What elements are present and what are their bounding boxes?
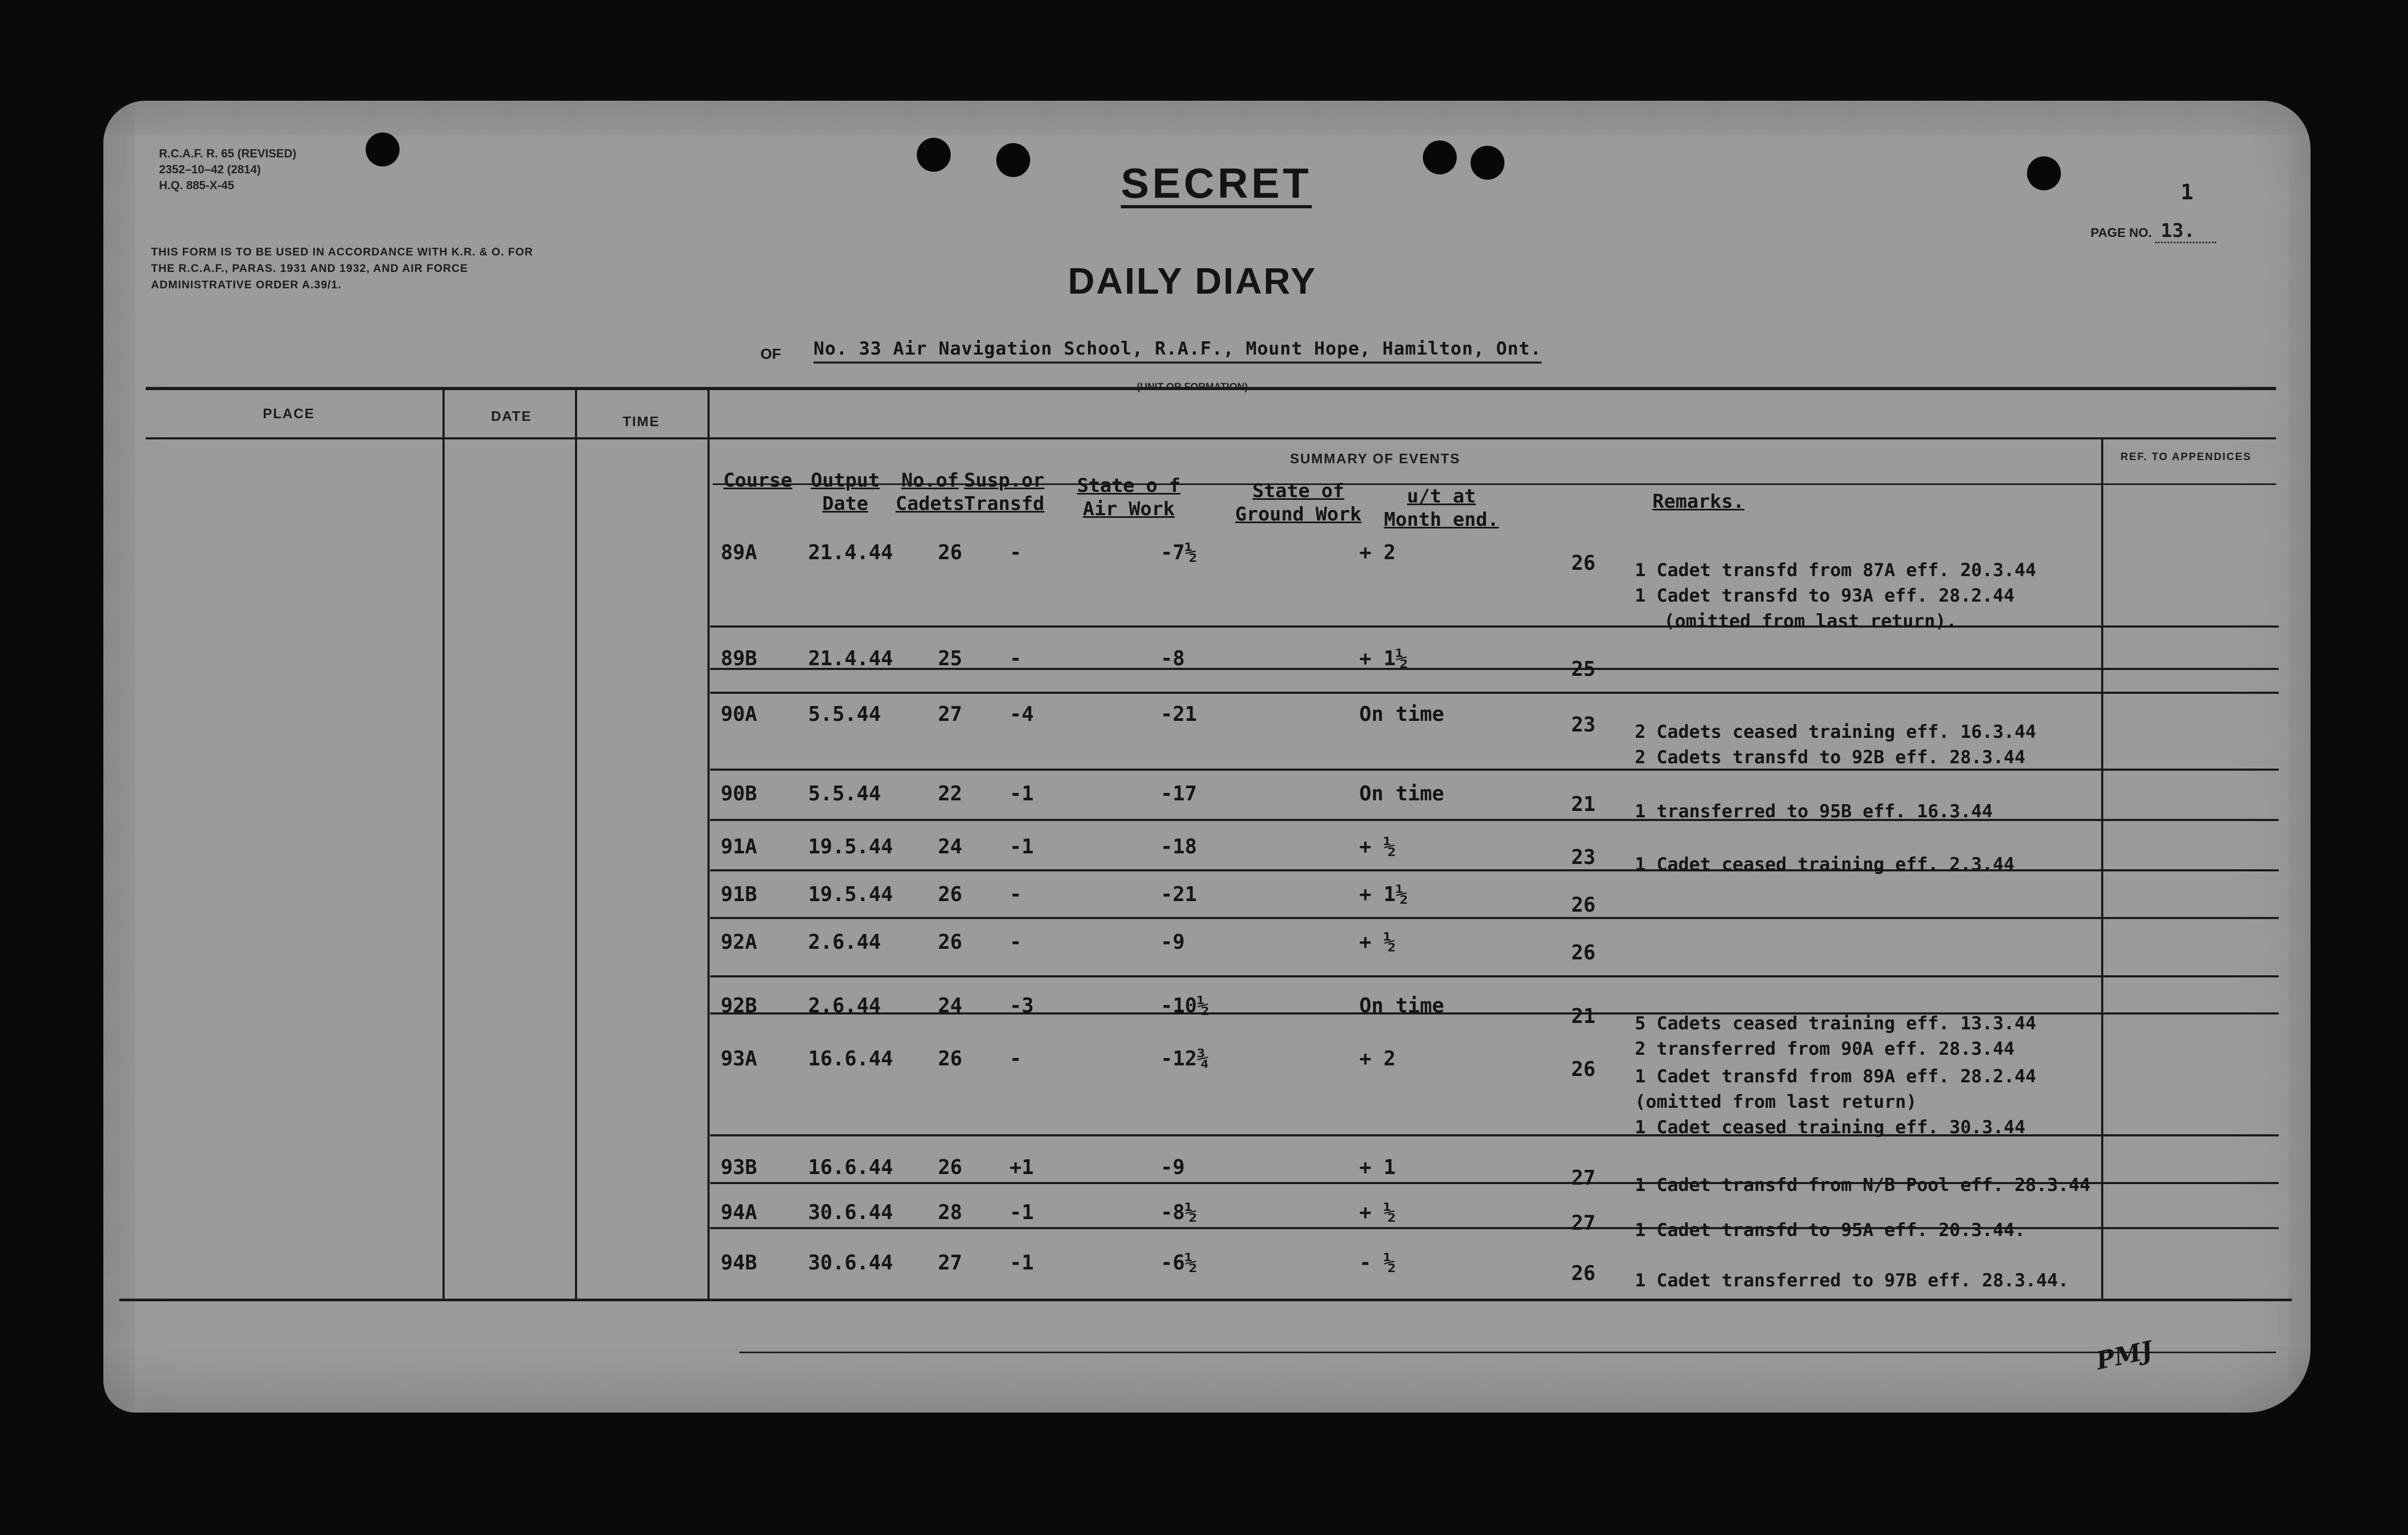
output-date-cell: 2.6.44 [808, 930, 881, 954]
punch-hole [366, 133, 400, 166]
page-number-value: 13. [2155, 220, 2216, 243]
air-work-cell: -12¾ [1161, 1047, 1209, 1070]
remark-line: 1 Cadet transfd to 93A eff. 28.2.44 [1635, 585, 2015, 606]
ut-cell: 25 [1571, 657, 1596, 681]
remark-line: 1 Cadet transfd from N/B Pool eff. 28.3.44 [1635, 1175, 2091, 1196]
row-rule [710, 625, 2279, 628]
course-cell: 91B [721, 883, 757, 906]
susp-header: Susp.or Transfd [964, 470, 1044, 515]
ground-work-cell: + 1½ [1359, 647, 1408, 670]
column-divider [707, 390, 710, 1299]
row-rule [710, 975, 2279, 977]
place-column-header: PLACE [262, 405, 315, 421]
row-rule [710, 1227, 2279, 1229]
remark-line: 2 Cadets transfd to 92B eff. 28.3.44 [1635, 747, 2025, 768]
air-work-header: State o f Air Work [1077, 475, 1181, 520]
remarks-header: Remarks. [1652, 491, 1745, 513]
ground-work-cell: + ½ [1359, 1201, 1396, 1224]
air-work-cell: -10½ [1161, 994, 1209, 1017]
output-date-cell: 21.4.44 [808, 647, 893, 670]
ut-cell: 26 [1571, 1261, 1596, 1285]
air-work-cell: -21 [1161, 702, 1197, 726]
air-work-cell: -17 [1161, 782, 1197, 805]
page-number-mark: 1 [2181, 180, 2194, 205]
form-reference [159, 146, 296, 193]
page-number [2091, 220, 2216, 242]
date-column-header: DATE [491, 408, 532, 424]
ground-work-cell: + ½ [1359, 930, 1396, 954]
course-cell: 91A [721, 835, 757, 858]
form-ref-line: 2352–10–42 (2814) [159, 163, 261, 176]
susp-cell: +1 [1010, 1155, 1034, 1179]
appendix-ref-header: REF. TO APPENDICES [2120, 451, 2252, 463]
remark-line: 1 Cadet transfd from 87A eff. 20.3.44 [1635, 560, 2037, 581]
output-date-cell: 5.5.44 [808, 702, 881, 726]
ut-cell: 26 [1571, 893, 1596, 916]
air-work-cell: -6½ [1161, 1251, 1197, 1274]
cadets-cell: 26 [938, 1047, 962, 1070]
output-date-header: Output Date [810, 470, 880, 515]
susp-cell: - [1010, 930, 1022, 954]
cadets-cell: 26 [938, 1155, 962, 1179]
row-rule [710, 819, 2279, 821]
ground-work-cell: On time [1359, 782, 1445, 805]
ut-cell: 23 [1571, 713, 1596, 736]
summary-column-header: SUMMARY OF EVENTS [1290, 451, 1460, 466]
time-column-header: TIME [622, 413, 660, 429]
remark-line: (omitted from last return) [1635, 1091, 1917, 1113]
column-divider [442, 390, 445, 1299]
page-number-label: PAGE NO. [2091, 226, 2152, 240]
punch-hole [2027, 156, 2061, 190]
output-date-cell: 5.5.44 [808, 782, 881, 805]
susp-cell: -1 [1010, 1251, 1034, 1274]
ground-work-cell: + 2 [1359, 541, 1396, 564]
course-header: Course [723, 470, 793, 491]
cadets-cell: 26 [938, 930, 962, 954]
cadets-cell: 26 [938, 883, 962, 906]
susp-cell: - [1010, 541, 1022, 564]
remark-line: 1 Cadet transfd to 95A eff. 20.3.44. [1635, 1220, 2025, 1241]
air-work-cell: -8 [1161, 647, 1185, 670]
remark-line: (omitted from last return). [1664, 611, 1957, 632]
ground-work-cell: - ½ [1359, 1251, 1396, 1274]
ground-work-cell: + 1½ [1359, 883, 1408, 906]
susp-cell: - [1010, 1047, 1022, 1070]
form-ref-line: R.C.A.F. R. 65 (REVISED) [159, 147, 297, 160]
diary-form [103, 101, 2310, 1413]
ground-work-header: State of Ground Work [1235, 480, 1362, 525]
course-cell: 94A [721, 1201, 757, 1224]
form-ref-line: H.Q. 885-X-45 [159, 179, 234, 192]
ut-header: u/t at Month end. [1384, 486, 1499, 531]
row-rule [710, 917, 2279, 919]
cadets-cell: 25 [938, 647, 962, 670]
susp-cell: -1 [1010, 1201, 1034, 1224]
output-date-cell: 2.6.44 [808, 994, 881, 1017]
row-rule [710, 1134, 2279, 1136]
ut-cell: 27 [1571, 1211, 1596, 1234]
output-date-cell: 30.6.44 [808, 1251, 893, 1274]
ut-cell: 21 [1571, 792, 1596, 816]
cadets-header: No.of Cadets [895, 470, 965, 515]
header-rule [146, 387, 2276, 390]
output-date-cell: 30.6.44 [808, 1201, 893, 1224]
footer-rule [739, 1352, 2276, 1353]
header-rule [146, 437, 2276, 439]
cadets-cell: 26 [938, 541, 962, 564]
page-title: DAILY DIARY [1068, 260, 1317, 302]
ground-work-cell: + 1 [1359, 1155, 1396, 1179]
cadets-cell: 27 [938, 702, 962, 726]
punch-hole [917, 138, 951, 172]
cadets-cell: 24 [938, 835, 962, 858]
susp-cell: - [1010, 883, 1022, 906]
susp-cell: -1 [1010, 782, 1034, 805]
course-cell: 89B [721, 647, 757, 670]
classification-stamp: SECRET [1121, 160, 1312, 207]
form-instructions: THIS FORM IS TO BE USED IN ACCORDANCE WITH K.R. & O. FOR THE R.C.A.F., PARAS. 1931 AND 1932, AND AIR FORCE ADMINISTRATIVE ORDER A.39/1. [151, 246, 534, 291]
course-cell: 94B [721, 1251, 757, 1274]
susp-cell: -1 [1010, 835, 1034, 858]
remark-line: 1 transferred to 95B eff. 16.3.44 [1635, 801, 1993, 822]
cadets-cell: 27 [938, 1251, 962, 1274]
ut-cell: 26 [1571, 941, 1596, 964]
output-date-cell: 21.4.44 [808, 541, 893, 564]
cadets-cell: 24 [938, 994, 962, 1017]
output-date-cell: 16.6.44 [808, 1155, 893, 1179]
punch-hole [1423, 140, 1457, 174]
remark-line: 1 Cadet transfd from 89A eff. 28.2.44 [1635, 1066, 2037, 1087]
punch-hole [1471, 146, 1504, 180]
remark-line: 1 Cadet transferred to 97B eff. 28.3.44. [1635, 1270, 2069, 1291]
susp-cell: -4 [1010, 702, 1034, 726]
susp-cell: - [1010, 647, 1022, 670]
ut-cell: 26 [1571, 551, 1596, 575]
course-cell: 93A [721, 1047, 757, 1070]
row-rule [710, 769, 2279, 771]
air-work-cell: -7½ [1161, 541, 1197, 564]
footer-rule [119, 1299, 2292, 1301]
course-cell: 90A [721, 702, 757, 726]
row-rule [710, 692, 2279, 694]
column-divider [575, 390, 577, 1299]
course-cell: 92B [721, 994, 757, 1017]
air-work-cell: -21 [1161, 883, 1197, 906]
air-work-cell: -18 [1161, 835, 1197, 858]
course-cell: 93B [721, 1155, 757, 1179]
cadets-cell: 22 [938, 782, 962, 805]
ground-work-cell: + 2 [1359, 1047, 1396, 1070]
remark-line: 2 Cadets ceased training eff. 16.3.44 [1635, 721, 2037, 743]
ut-cell: 23 [1571, 845, 1596, 869]
ut-cell: 27 [1571, 1166, 1596, 1189]
ground-work-cell: + ½ [1359, 835, 1396, 858]
punch-hole [996, 143, 1030, 177]
ground-work-cell: On time [1359, 702, 1445, 726]
output-date-cell: 19.5.44 [808, 835, 893, 858]
course-cell: 92A [721, 930, 757, 954]
unit-of-label: OF [760, 346, 781, 362]
initials-signature: PMJ [2093, 1335, 2155, 1375]
ut-cell: 21 [1571, 1004, 1596, 1028]
course-cell: 90B [721, 782, 757, 805]
output-date-cell: 19.5.44 [808, 883, 893, 906]
remark-line: 2 transferred from 90A eff. 28.3.44 [1635, 1038, 2015, 1060]
course-cell: 89A [721, 541, 757, 564]
remark-line: 1 Cadet ceased training eff. 30.3.44 [1635, 1117, 2025, 1138]
output-date-cell: 16.6.44 [808, 1047, 893, 1070]
susp-cell: -3 [1010, 994, 1034, 1017]
ground-work-cell: On time [1359, 994, 1445, 1017]
cadets-cell: 28 [938, 1201, 962, 1224]
air-work-cell: -9 [1161, 930, 1185, 954]
air-work-cell: -9 [1161, 1155, 1185, 1179]
row-rule [710, 869, 2279, 871]
air-work-cell: -8½ [1161, 1201, 1197, 1224]
remark-line: 1 Cadet ceased training eff. 2.3.44 [1635, 854, 2015, 875]
unit-name: No. 33 Air Navigation School, R.A.F., Mount Hope, Hamilton, Ont. [813, 338, 1542, 364]
remark-line: 5 Cadets ceased training eff. 13.3.44 [1635, 1013, 2037, 1034]
ut-cell: 26 [1571, 1057, 1596, 1081]
